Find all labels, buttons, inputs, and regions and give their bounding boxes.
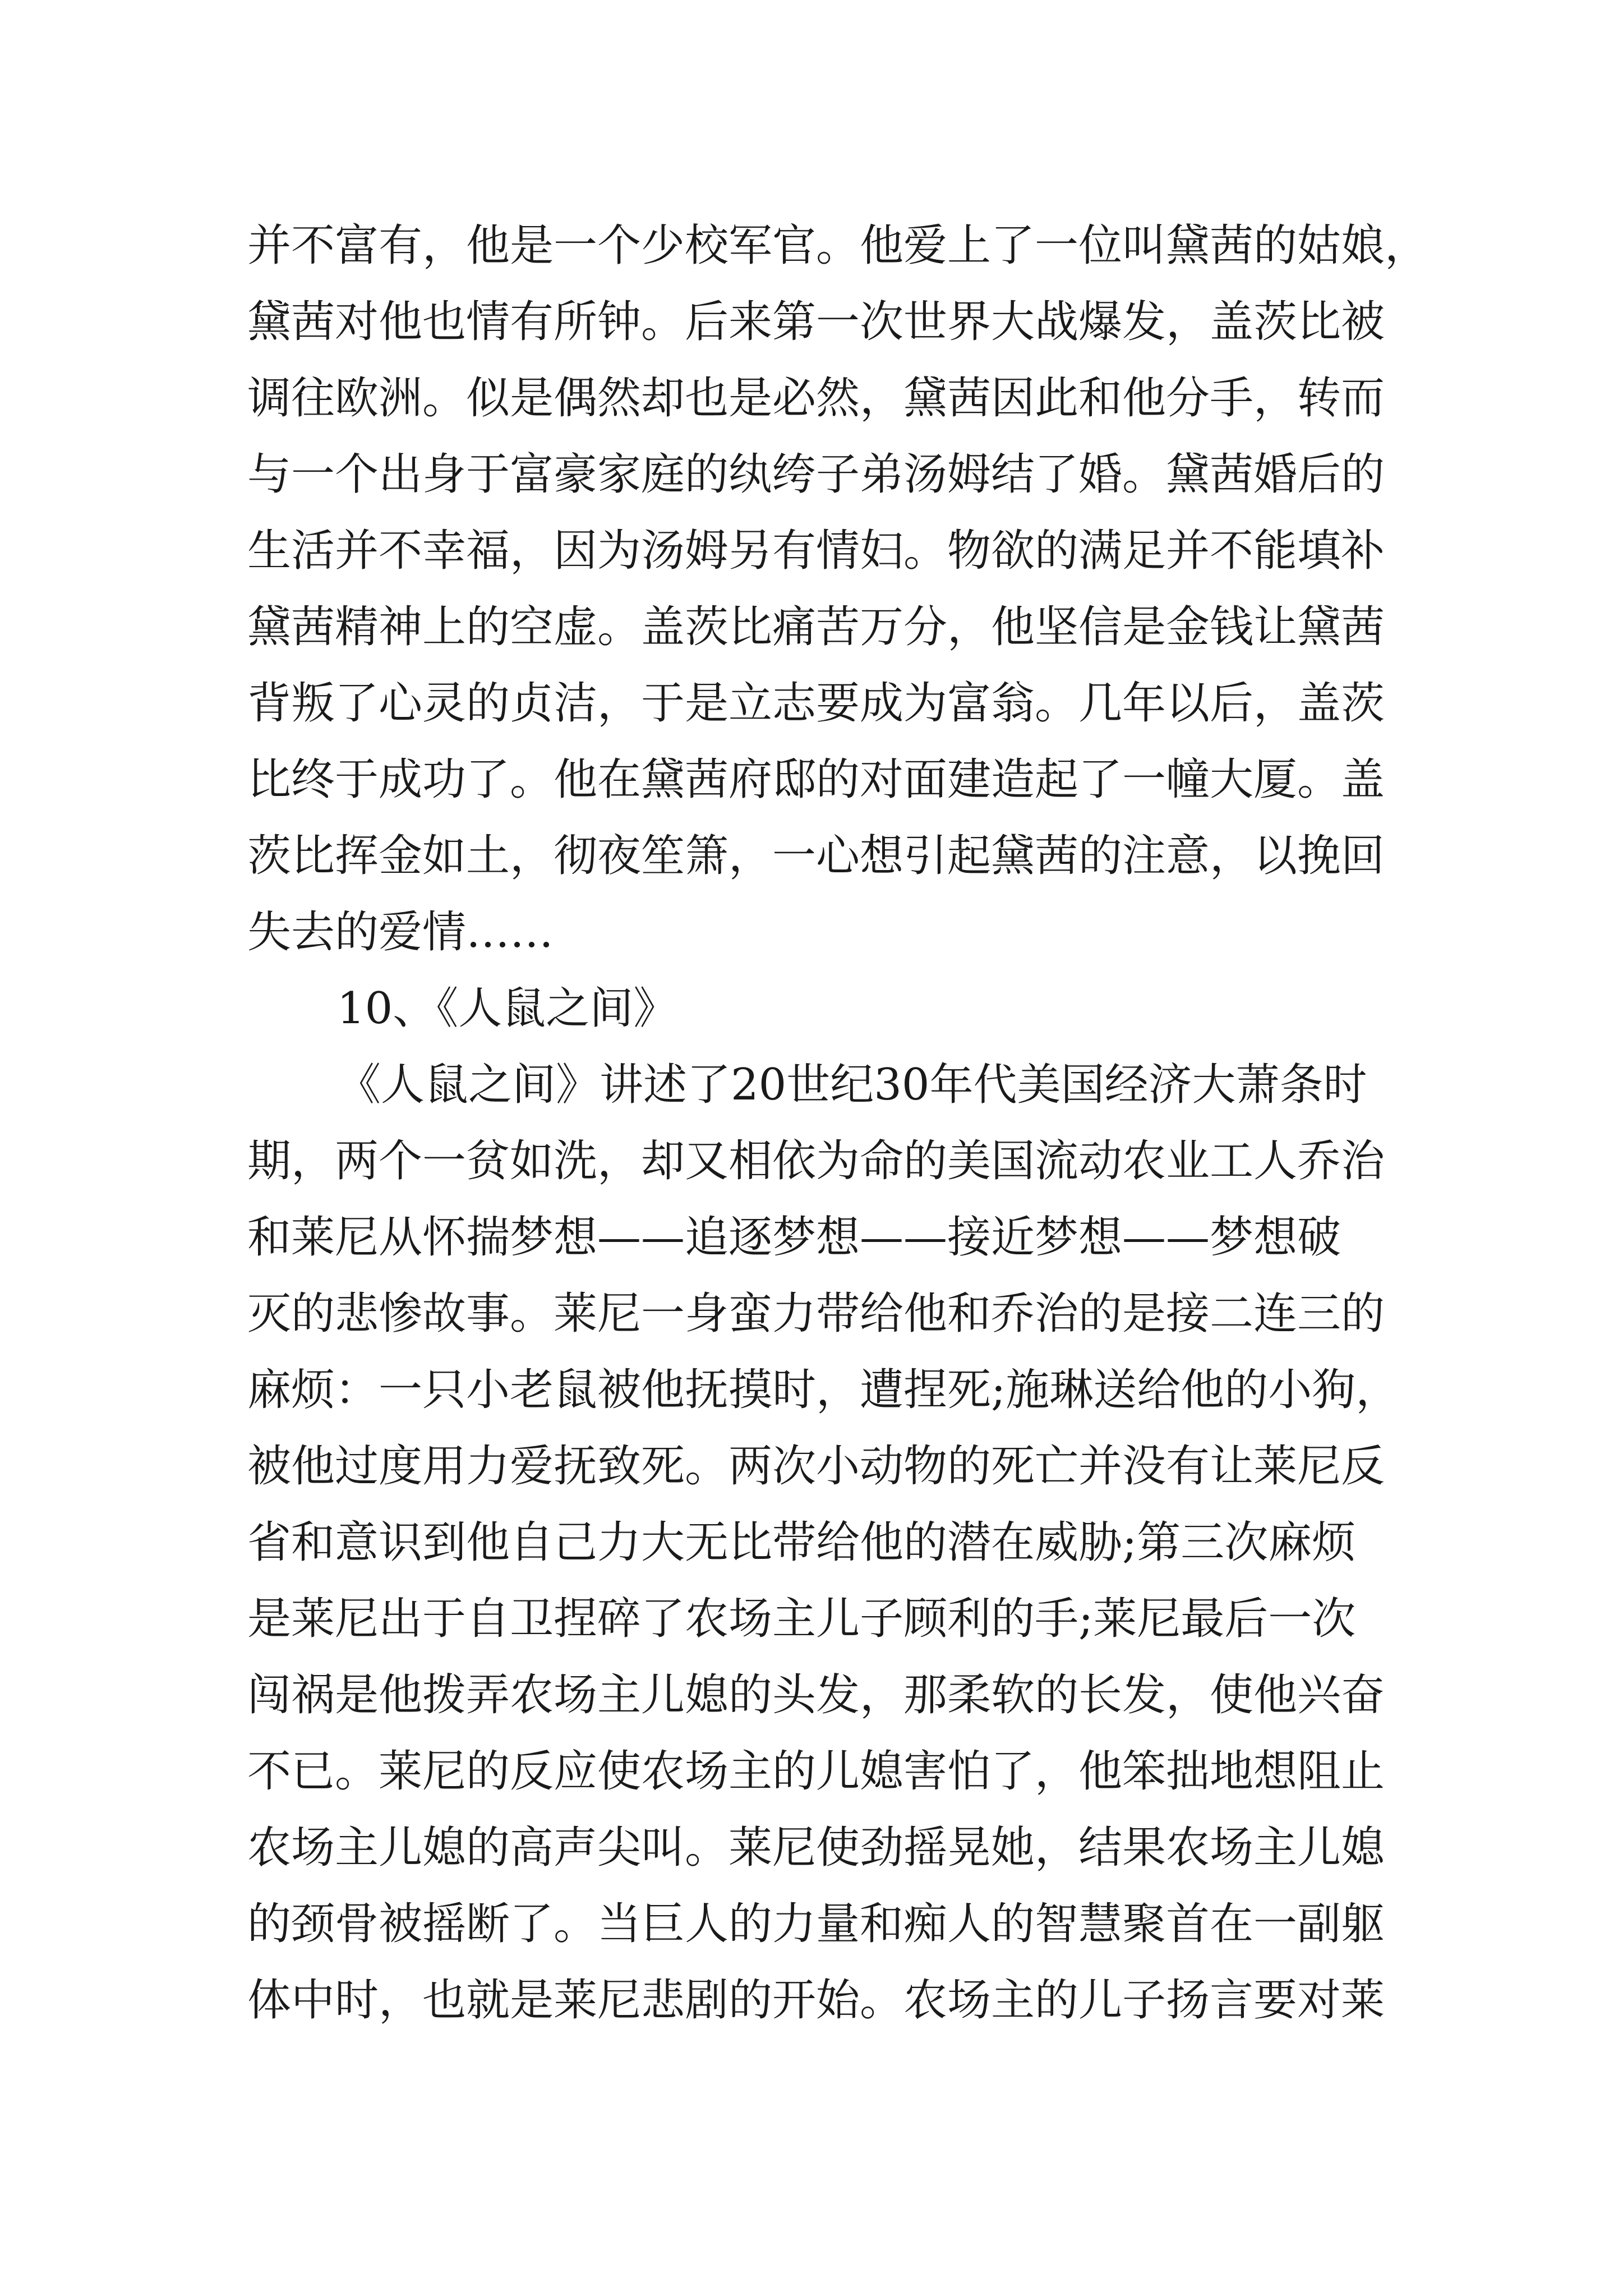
text-line: 生活并不幸福，因为汤姆另有情妇。物欲的满足并不能填补 <box>247 526 1385 576</box>
text-line: 比终于成功了。他在黛茜府邸的对面建造起了一幢大厦。盖 <box>247 754 1385 805</box>
text-line: 失去的爱情…… <box>247 907 554 958</box>
text-line: 并不富有，他是一个少校军官。他爱上了一位叫黛茜的姑娘， <box>247 220 1429 271</box>
paragraph-start: 《人鼠之间》讲述了20世纪30年代美国经济大萧条时 <box>337 1060 1367 1110</box>
text-line: 茨比挥金如土，彻夜笙箫，一心想引起黛茜的注意，以挽回 <box>247 831 1385 881</box>
text-line: 灭的悲惨故事。莱尼一身蛮力带给他和乔治的是接二连三的 <box>247 1289 1385 1339</box>
text-line: 农场主儿媳的高声尖叫。莱尼使劲摇晃她，结果农场主儿媳 <box>247 1823 1385 1873</box>
text-line: 与一个出身于富豪家庭的纨绔子弟汤姆结了婚。黛茜婚后的 <box>247 449 1385 500</box>
text-line: 黛茜精神上的空虚。盖茨比痛苦万分，他坚信是金钱让黛茜 <box>247 602 1385 652</box>
text-line: 体中时，也就是莱尼悲剧的开始。农场主的儿子扬言要对莱 <box>247 1975 1385 2026</box>
text-line: 闯祸是他拨弄农场主儿媳的头发，那柔软的长发，使他兴奋 <box>247 1670 1385 1720</box>
text-line: 麻烦：一只小老鼠被他抚摸时，遭捏死;施琳送给他的小狗， <box>247 1365 1400 1415</box>
text-line: 是莱尼出于自卫捏碎了农场主儿子顾利的手;莱尼最后一次 <box>247 1594 1356 1644</box>
text-line: 不已。莱尼的反应使农场主的儿媳害怕了，他笨拙地想阻止 <box>247 1746 1385 1797</box>
text-line: 省和意识到他自己力大无比带给他的潜在威胁;第三次麻烦 <box>247 1517 1356 1568</box>
section-heading: 10、《人鼠之间》 <box>337 983 677 1034</box>
text-line: 背叛了心灵的贞洁，于是立志要成为富翁。几年以后，盖茨 <box>247 678 1385 729</box>
text-line: 黛茜对他也情有所钟。后来第一次世界大战爆发，盖茨比被 <box>247 297 1385 347</box>
text-line: 调往欧洲。似是偶然却也是必然，黛茜因此和他分手，转而 <box>247 373 1385 424</box>
body-text <box>247 208 1429 2039</box>
text-line: 的颈骨被摇断了。当巨人的力量和痴人的智慧聚首在一副躯 <box>247 1899 1385 1949</box>
text-line: 被他过度用力爱抚致死。两次小动物的死亡并没有让莱尼反 <box>247 1441 1385 1492</box>
text-line: 期，两个一贫如洗，却又相依为命的美国流动农业工人乔治 <box>247 1136 1385 1186</box>
text-line: 和莱尼从怀揣梦想——追逐梦想——接近梦想——梦想破 <box>247 1212 1341 1263</box>
